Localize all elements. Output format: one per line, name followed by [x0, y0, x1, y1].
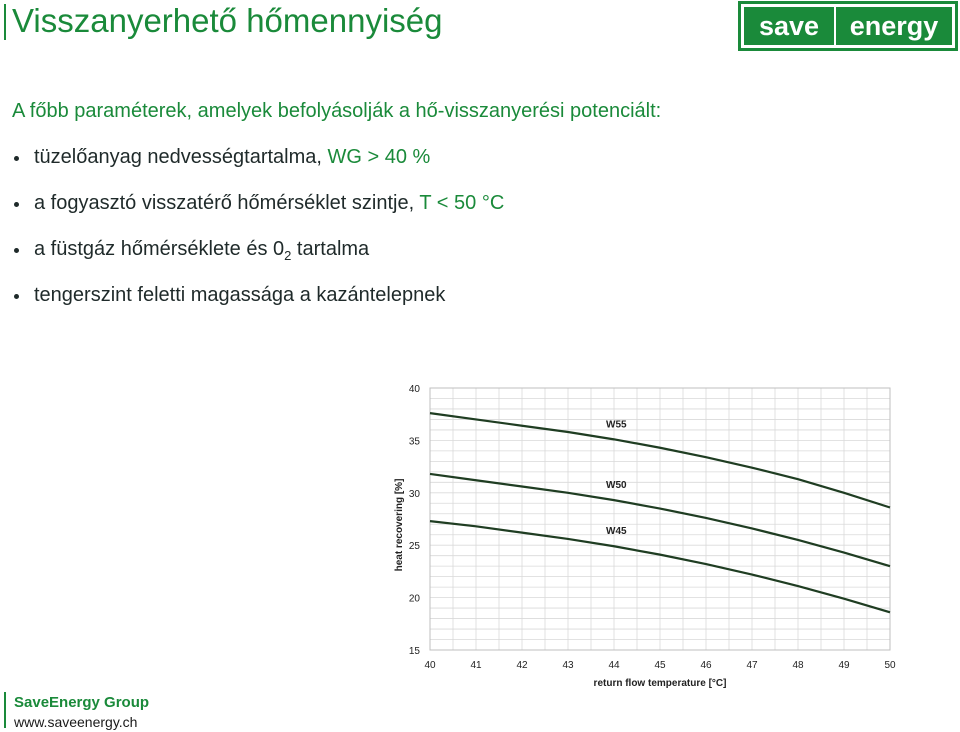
x-tick-label: 50 — [884, 660, 896, 671]
list-item — [12, 192, 504, 238]
bullet-text: a fogyasztó visszatérő hőmérséklet szintje, — [34, 192, 420, 214]
y-tick-label: 20 — [408, 593, 420, 605]
y-tick-label: 35 — [408, 436, 420, 448]
bullet-subscript: 2 — [284, 248, 292, 263]
save-energy-logo — [738, 1, 958, 51]
y-axis-label: heat recovering [%] — [394, 478, 405, 572]
x-tick-label: 47 — [746, 660, 758, 671]
parameter-list — [12, 146, 504, 330]
title-accent-bar — [4, 4, 6, 40]
y-tick-label: 15 — [408, 646, 420, 657]
bullet-highlight: T < 50 °C — [419, 192, 505, 214]
footer-accent-bar — [4, 692, 6, 728]
logo-save-part: save — [744, 7, 834, 45]
x-tick-label: 44 — [608, 660, 620, 671]
bullet-highlight: WG > 40 % — [327, 146, 431, 168]
x-axis-label: return flow temperature [°C] — [593, 678, 727, 689]
logo-energy-part: energy — [836, 7, 952, 45]
x-tick-label: 43 — [562, 660, 574, 671]
intro-text: A főbb paraméterek, amelyek befolyásolják a hő-visszanyerési potenciált: — [12, 100, 662, 122]
y-tick-label: 40 — [408, 384, 420, 395]
footer-company: SaveEnergy Group — [14, 694, 150, 711]
series-label: W55 — [606, 419, 627, 431]
x-tick-label: 41 — [470, 660, 482, 671]
series-label: W45 — [606, 526, 627, 538]
list-item — [12, 284, 504, 330]
footer-url: www.saveenergy.ch — [14, 714, 138, 730]
x-tick-label: 49 — [838, 660, 850, 671]
x-tick-label: 48 — [792, 660, 804, 671]
bullet-text: tüzelőanyag nedvességtartalma, — [34, 146, 328, 168]
x-tick-label: 42 — [516, 660, 528, 671]
y-tick-label: 30 — [408, 488, 420, 500]
x-tick-label: 40 — [424, 660, 436, 671]
series-label: W50 — [606, 480, 627, 492]
x-tick-label: 45 — [654, 660, 666, 671]
heat-recovery-chart — [390, 378, 910, 690]
list-item — [12, 238, 504, 284]
page-title: Visszanyerhető hőmennyiség — [12, 2, 443, 39]
bullet-text: tengerszint feletti magassága a kazántelepnek — [34, 284, 446, 306]
y-tick-label: 25 — [408, 541, 420, 553]
bullet-text: a füstgáz hőmérséklete és 0 — [34, 238, 285, 260]
bullet-text: tartalma — [291, 238, 370, 260]
list-item — [12, 146, 504, 192]
x-tick-label: 46 — [700, 660, 712, 671]
